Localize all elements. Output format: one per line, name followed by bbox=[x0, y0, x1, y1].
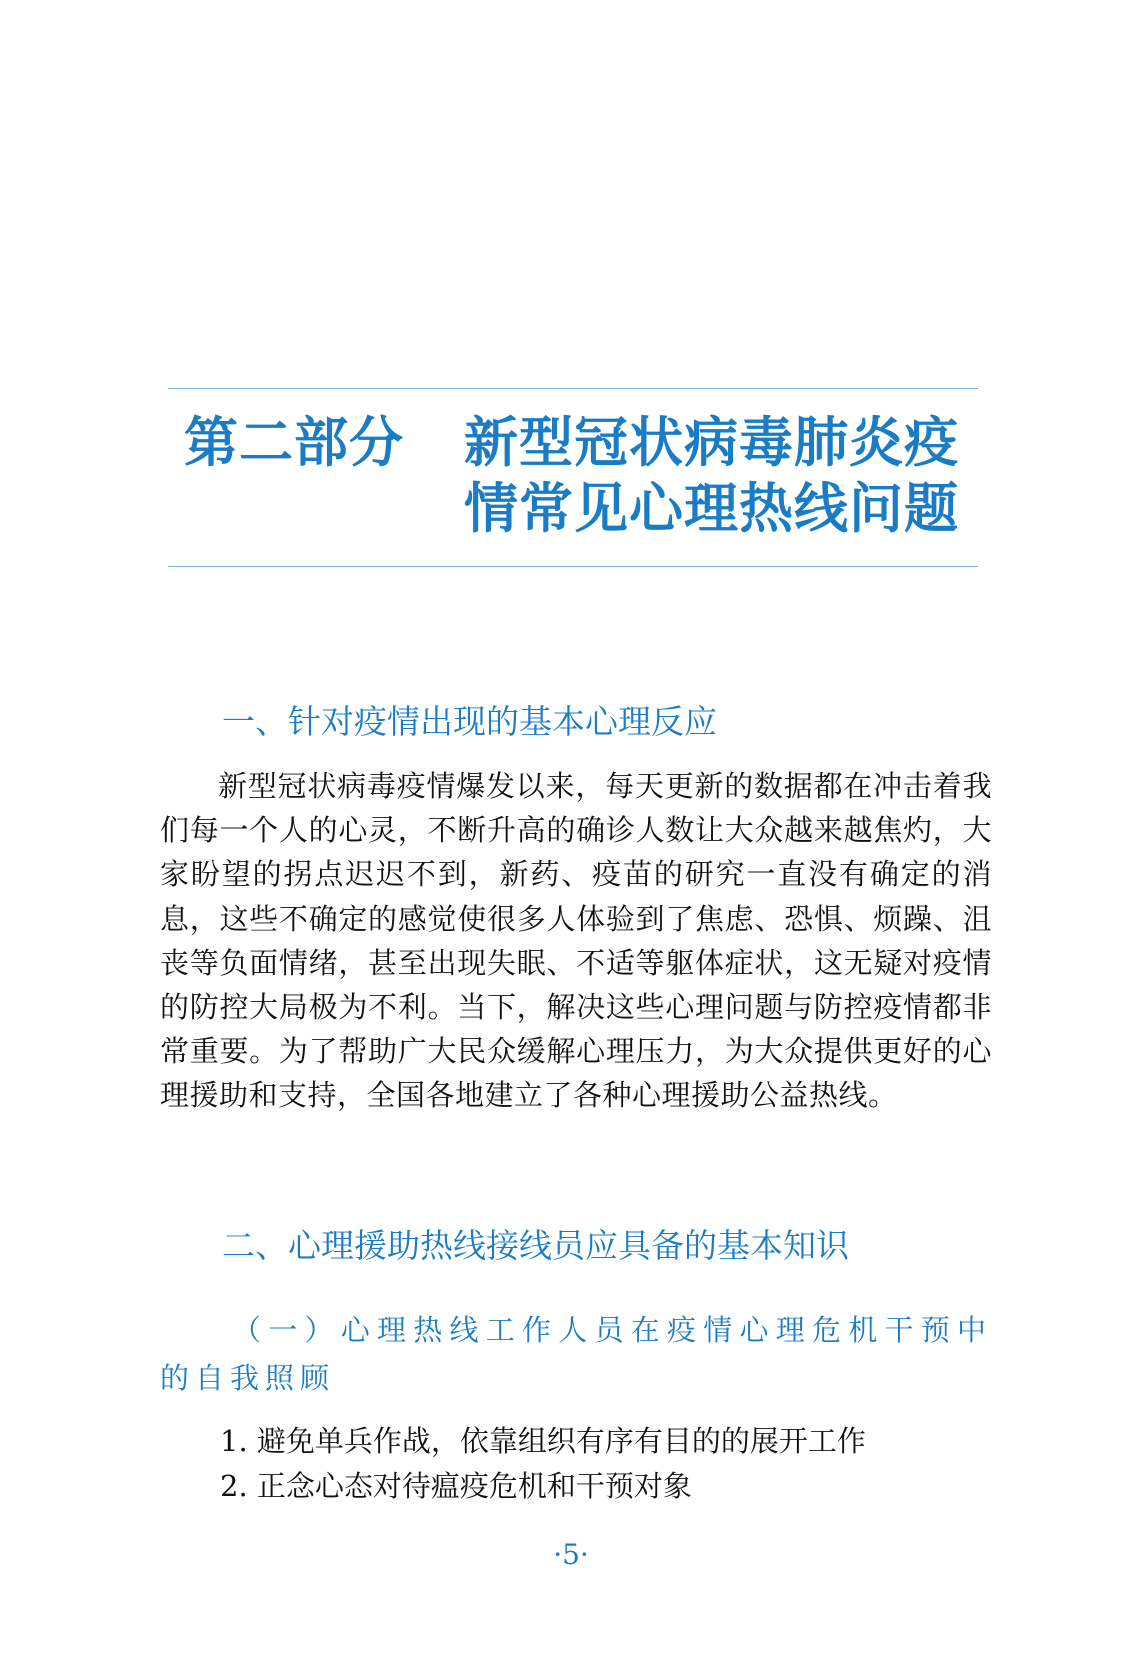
section-2-subheading: （一）心理热线工作人员在疫情心理危机干预中的自我照顾 bbox=[160, 1313, 992, 1395]
section-1-heading: 一、针对疫情出现的基本心理反应 bbox=[222, 702, 717, 741]
title-bottom-rule bbox=[168, 566, 978, 567]
list-item: 2. 正念心态对待瘟疫危机和干预对象 bbox=[220, 1469, 692, 1503]
list-item: 1. 避免单兵作战，依靠组织有序有目的的展开工作 bbox=[220, 1424, 866, 1458]
chapter-title-line-1: 新型冠状病毒肺炎疫 bbox=[464, 411, 959, 474]
chapter-part-label: 第二部分 bbox=[184, 411, 404, 474]
title-top-rule bbox=[168, 388, 978, 389]
chapter-title-text bbox=[464, 410, 984, 542]
chapter-title-line-2: 情常见心理热线问题 bbox=[464, 477, 959, 540]
section-1-paragraph: 新型冠状病毒疫情爆发以来，每天更新的数据都在冲击着我们每一个人的心灵，不断升高的确诊人数让大众越来越焦灼，大家盼望的拐点迟迟不到，新药、疫苗的研究一直没有确定的消息，这些不确定的感觉使很多人体验到了焦虑、恐惧、烦躁、沮丧等负面情绪，甚至出现失眠、不适等躯体症状，这无疑对疫情的防控大局极为不利。当下，解决这些心理问题与防控疫情都非常重要。为了帮助广大民众缓解心理压力，为大众提供更好的心理援助和支持，全国各地建立了各种心理援助公益热线。 bbox=[160, 769, 992, 1113]
section-2-heading: 二、心理援助热线接线员应具备的基本知识 bbox=[222, 1226, 849, 1265]
page-number: ·5· bbox=[553, 1538, 589, 1571]
